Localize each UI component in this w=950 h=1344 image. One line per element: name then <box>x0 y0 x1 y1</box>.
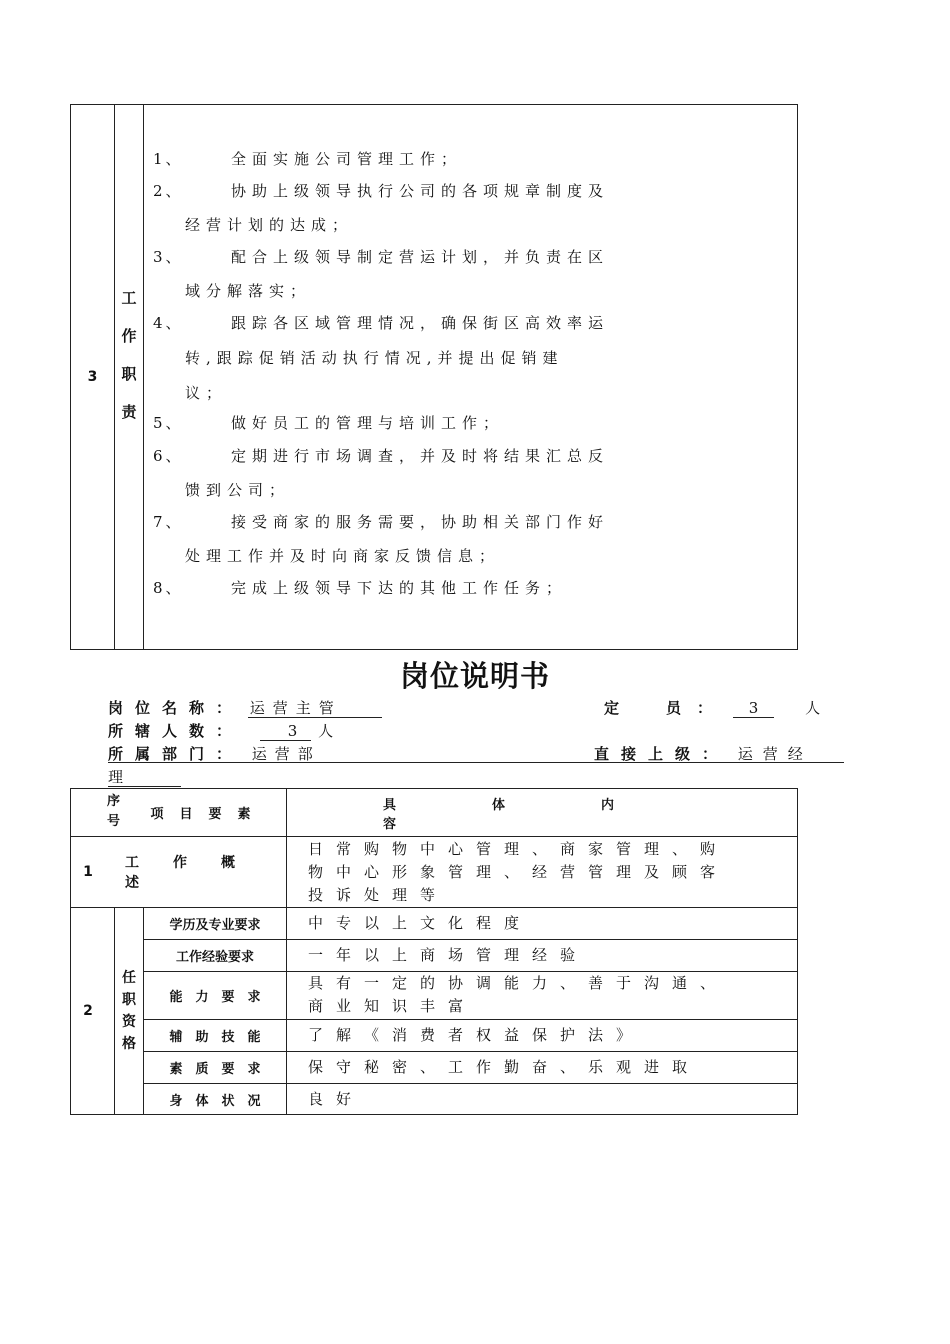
overview-seq: 1 <box>83 863 93 880</box>
duty-item-continued: 经营计划的达成； <box>185 216 354 234</box>
duty-item-continued: 处理工作并及时向商家反馈信息； <box>185 547 501 565</box>
duty-item: 7、 接受商家的服务需要，协助相关部门作好 <box>153 513 610 531</box>
headcount-value: 3 <box>733 699 775 718</box>
duty-item: 6、 定期进行市场调查，并及时将结果汇总反 <box>153 447 610 465</box>
duty-item: 3、 配合上级领导制定营运计划，并负责在区 <box>153 248 610 266</box>
skill-value: 了解《消费者权益保护法》 <box>308 1025 645 1044</box>
overview-content: 日常购物中心管理、商家管理、购 物中心形象管理、经营管理及顾客 投诉处理等 <box>308 839 729 904</box>
health-label: 身体状况 <box>169 1093 274 1109</box>
education-value: 中专以上文化程度 <box>308 913 533 932</box>
duties-seq-number: 3 <box>87 369 98 385</box>
header-item: 项目要素 <box>150 807 267 822</box>
headcount-row: 定 员： 3 人 <box>604 699 821 717</box>
department-value: 运营部 <box>251 745 321 763</box>
quality-value: 保守秘密、工作勤奋、乐观进取 <box>308 1057 701 1076</box>
education-label: 学历及专业要求 <box>169 917 261 933</box>
subordinates-value: 3 <box>260 722 312 741</box>
duty-item-continued: 域分解落实； <box>185 282 312 300</box>
health-value: 良好 <box>308 1089 365 1108</box>
position-name-value: 运营主管 <box>248 699 382 718</box>
qualification-table <box>70 788 798 1115</box>
qualification-seq: 2 <box>83 1003 93 1019</box>
skill-label: 辅助技能 <box>169 1029 274 1045</box>
duty-item-continued: 转,跟踪促销活动执行情况,并提出促销建 <box>185 349 564 367</box>
duty-item-continued: 馈到公司； <box>185 481 291 499</box>
duty-item-continued: 议； <box>185 384 228 402</box>
superior-value-wrap: 理 <box>108 767 181 787</box>
quality-label: 素质要求 <box>169 1061 274 1077</box>
superior-value: 运营经 <box>737 745 813 763</box>
duty-item: 2、 协助上级领导执行公司的各项规章制度及 <box>153 182 610 200</box>
duties-seq-cell <box>71 105 115 649</box>
header-content: 具体内容 <box>383 797 711 832</box>
info-underline <box>108 762 844 763</box>
page-title: 岗位说明书 <box>399 659 550 693</box>
ability-label: 能力要求 <box>169 989 274 1005</box>
ability-value: 具有一定的协调能力、善于沟通、 商业知识丰富 <box>308 974 729 1015</box>
duties-table <box>70 104 798 650</box>
duty-item: 4、 跟踪各区域管理情况，确保街区高效率运 <box>153 314 610 332</box>
duties-title: 工 作 职 责 <box>121 289 137 421</box>
qualification-group-title: 任 职 资 格 <box>122 970 136 1052</box>
experience-value: 一年以上商场管理经验 <box>308 945 589 964</box>
duty-item: 1、 全面实施公司管理工作； <box>153 150 463 168</box>
overview-item: 工作概述 <box>125 854 269 891</box>
superior-row: 直接上级： 运营经 <box>594 745 813 763</box>
duty-item: 8、 完成上级领导下达的其他工作任务； <box>153 579 568 597</box>
department-row: 所属部门： 运营部 <box>108 745 321 763</box>
header-seq: 序号 <box>107 794 121 829</box>
duties-title-cell <box>115 105 144 649</box>
duty-item: 5、 做好员工的管理与培训工作； <box>153 414 505 432</box>
subordinates-row: 所辖人数： 3 人 <box>108 722 334 740</box>
position-name-row: 岗位名称： 运营主管 <box>108 698 382 718</box>
experience-label: 工作经验要求 <box>175 949 254 965</box>
